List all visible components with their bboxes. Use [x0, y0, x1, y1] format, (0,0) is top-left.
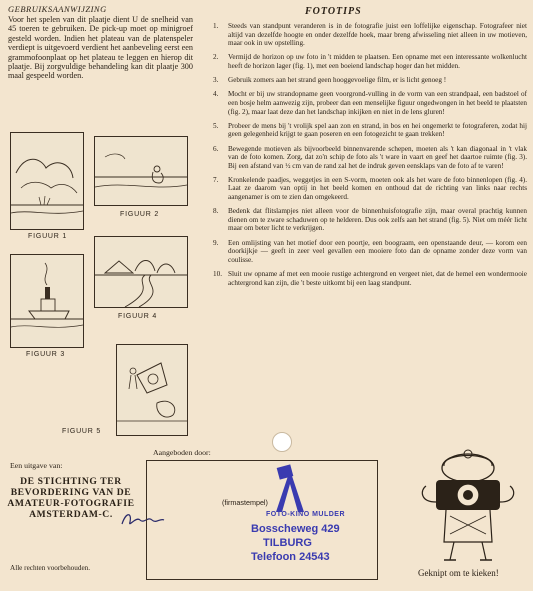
ship-drawing	[11, 255, 83, 347]
figure-3-illustration	[10, 254, 84, 348]
fototip-text: Kronkelende paadjes, weggetjes in een S-vorm, moeten ook als het ware de foto binnenlopen (fig. 4). Laat ze daarom van optij in het beeld komen en onthoud dat de richting van links naar rechts aangenamer is om te zien dan omgekeerd.	[228, 175, 527, 202]
fototip-text: Mocht er bij uw strandopname geen voorgrond-vulling in de vorm van een strandpaal, een badstoel of een bosje helm aanwezig zijn, probeer dan een menselijke figuur ongedwongen in het beeld te plaatsten (fig. 2), maar laat deze dan het landschap inkijken en niet in de lens gluren!	[228, 90, 527, 116]
fototip-number: 3.	[213, 76, 219, 85]
fototip-number: 5.	[213, 121, 219, 130]
beach-cloud-drawing	[11, 133, 83, 229]
fototip-item	[213, 145, 527, 171]
camera-tripod-logo	[268, 464, 310, 514]
stamp-brand: FOTO-KINO MULDER	[266, 511, 346, 518]
beach-person-drawing	[95, 137, 187, 205]
fototips-title: FOTOTIPS	[305, 6, 362, 17]
fototip-item	[213, 53, 527, 70]
figure-2-illustration	[94, 136, 188, 206]
fototip-number: 2.	[213, 53, 219, 62]
figure-2-label: FIGUUR 2	[120, 211, 160, 218]
figure-3-label: FIGUUR 3	[26, 351, 66, 358]
fototip-number: 9.	[213, 238, 219, 247]
photographer-mascot-illustration	[414, 446, 524, 564]
fototip-number: 10.	[213, 270, 222, 278]
fototip-text: Probeer de mens bij 't vrolijk spel aan zon en strand, in bos en hei ongemerkt te fotograferen, zodat hij geen gelegenheid krijgt te gaan poseren en een fotogezicht te gaan trekken!	[228, 121, 527, 139]
fototip-number: 1.	[213, 22, 219, 30]
fototip-text: Gebruik zomers aan het strand geen hooggevoelige film, er is licht genoeg !	[228, 76, 447, 85]
figure-5-illustration	[116, 344, 188, 436]
fototip-text: Vermijd de horizon op uw foto in 't midden te plaatsen. Een opname met een interessante wolkenlucht heeft de horizon lager (fig. 1), met een boeiend landschap hoger dan het midden.	[228, 53, 527, 70]
fototip-item	[213, 22, 527, 48]
figure-4-illustration	[94, 236, 188, 308]
firm-stamp-label: (firmastempel)	[222, 498, 268, 507]
fototip-item	[213, 207, 527, 233]
fototip-item	[213, 176, 527, 202]
instructions-text: Voor het spelen van dit plaatje dient U de snelheid van 45 toeren te gebruiken. De pick-up moet op minigroef gesteld worden. Indien het plateau van de platenspeler verdiept is uitgevoerd verdient het aanbeveling eerst een grammofoonplaat op het plateau te leggen en hierop dit plaatje. Bij zorgvuldige behandeling kan dit plaatje 300 maal gespeeld worden.	[8, 15, 193, 81]
fototip-number: 4.	[213, 90, 219, 99]
stamp-phone: Telefoon 24543	[251, 551, 330, 563]
fototip-text: Sluit uw opname af met een mooie rustige achtergrond en vergeet niet, dat de hemel een wondermooie achtergrond kan zijn, die 't beste uitkomt bij een laag standpunt.	[228, 270, 527, 287]
offered-by-label: Aangeboden door:	[153, 448, 211, 457]
mascot-caption: Geknipt om te kieken!	[418, 568, 499, 578]
fototip-number: 8.	[213, 207, 219, 216]
figure-1-illustration	[10, 132, 84, 230]
stamp-street: Bosscheweg 429	[251, 523, 340, 535]
winding-path-drawing	[95, 237, 187, 307]
fototip-item	[213, 122, 527, 139]
flash-lamp-drawing	[117, 345, 187, 435]
fototip-item	[213, 239, 527, 265]
fototip-number: 6.	[213, 144, 219, 153]
publisher-name: DE STICHTING TER BEVORDERING VAN DE AMATEUR-FOTOGRAFIE AMSTERDAM-C.	[7, 476, 135, 520]
stamp-city: TILBURG	[263, 537, 312, 549]
rights-notice: Alle rechten voorbehouden.	[10, 564, 91, 572]
fototip-text: Een omlijsting van het motief door een poortje, een boograam, een openstaande deur, — korom een doorkijkje — geeft in zeer veel gevallen een mooiere foto dan de opname zonder deze vorm van coulisse.	[228, 238, 527, 264]
figure-5-label: FIGUUR 5	[62, 428, 102, 435]
fototip-text: Steeds van standpunt veranderen is in de fotografie juist een loffelijke eigenschap. Fotografeer niet altijd van dezelfde hoogte en onder dezelfde hoek, maar breng afwisseling niet alleen in uw motieven, maar ook in uw opstelling.	[228, 22, 527, 48]
fototip-item	[213, 270, 527, 287]
fototip-text: Bedenk dat flitslampjes niet alleen voor de binnenhuisfotografie zijn, maar overal prachtig kunnen dienen om te zware schaduwen op te helderen. Dus ook zelfs aan het strand (fig. 5). Niet om méér licht maar om beter licht te verkrijgen.	[228, 207, 527, 233]
fototip-text: Bewegende motieven als bijvoorbeeld binnenvarende schepen, moeten als 't kan diagonaal in 't vlak van de foto komen. Zorg, dat zo'n schip de foto als 't ware in vaart en geef het daartoe ruimte (fig. 3). Bij een afstand van ½ cm van de rand zal het de indruk geven eensklaps van de foto af te varen!	[228, 144, 527, 170]
publisher-intro: Een uitgave van:	[10, 461, 63, 470]
figure-4-label: FIGUUR 4	[118, 313, 158, 320]
fototip-item	[213, 76, 527, 85]
fototips-list	[213, 22, 527, 293]
fototip-item	[213, 90, 527, 116]
instructions-title: GEBRUIKSAANWIJZING	[8, 4, 107, 14]
figure-1-label: FIGUUR 1	[28, 233, 68, 240]
fototip-number: 7.	[213, 175, 219, 184]
punched-hole	[272, 432, 292, 452]
